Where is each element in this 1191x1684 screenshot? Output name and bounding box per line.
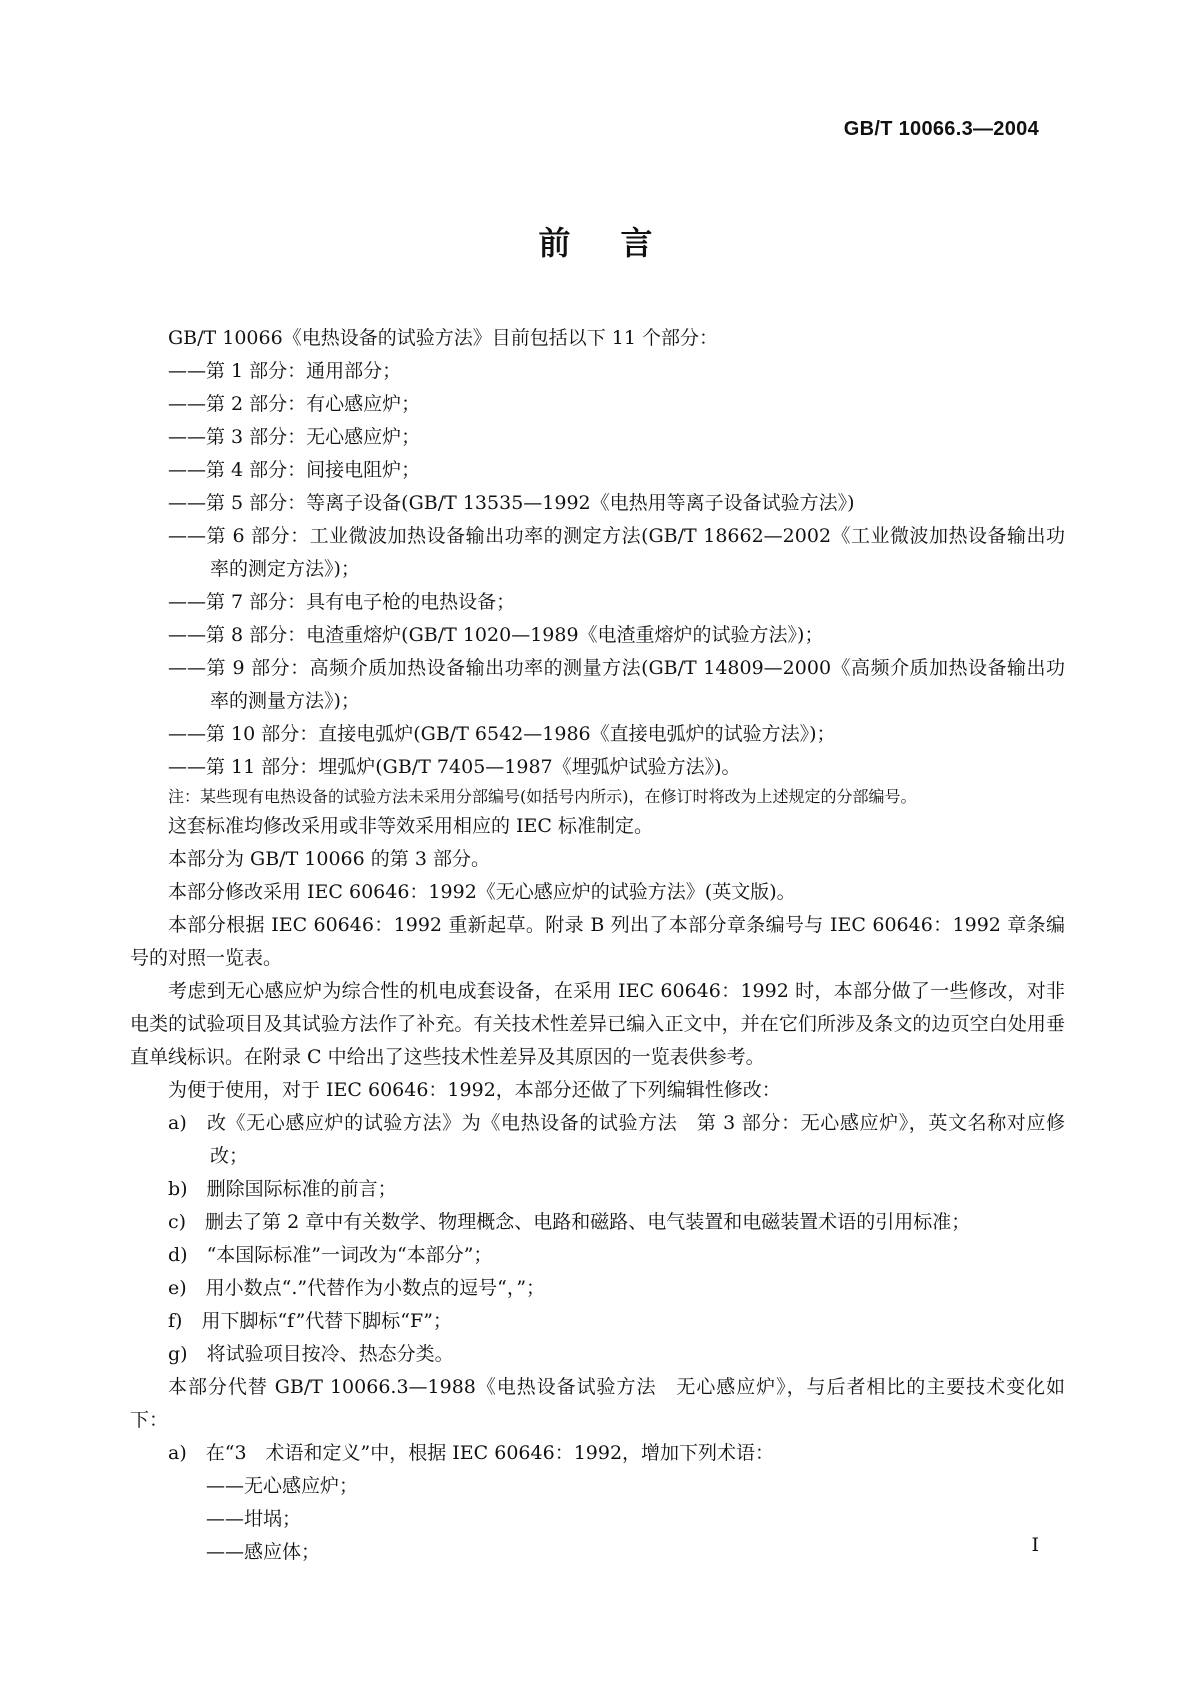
edit-item: d) “本国际标准”一词改为“本部分”； xyxy=(168,1244,493,1266)
part-item: ——第 2 部分：有心感应炉； xyxy=(168,393,421,415)
part-item: ——第 11 部分：埋弧炉(GB/T 7405—1987《埋弧炉试验方法》)。 xyxy=(168,756,741,778)
edit-item: f) 用下脚标“f”代替下脚标“F”； xyxy=(168,1310,452,1332)
note: 注：某些现有电热设备的试验方法未采用分部编号(如括号内所示)，在修订时将改为上述规定的分部编号。 xyxy=(168,787,917,806)
edit-item: e) 用小数点“.”代替作为小数点的逗号“，”； xyxy=(168,1277,546,1299)
part-item: ——第 7 部分：具有电子枪的电热设备； xyxy=(168,591,516,613)
change-item: a) 在“3 术语和定义”中，根据 IEC 60646：1992，增加下列术语： xyxy=(168,1442,775,1464)
body-paragraph: 本部分修改采用 IEC 60646：1992《无心感应炉的试验方法》(英文版)。 xyxy=(168,881,796,903)
body-paragraph: 这套标准均修改采用或非等效采用相应的 IEC 标准制定。 xyxy=(168,815,653,837)
part-item: ——第 6 部分：工业微波加热设备输出功率的测定方法(GB/T 18662—2002《工业微波加热设备输出功率的测定方法》)； xyxy=(168,525,1065,580)
edit-item: g) 将试验项目按冷、热态分类。 xyxy=(168,1343,454,1365)
replace-paragraph: 本部分代替 GB/T 10066.3—1988《电热设备试验方法 无心感应炉》，与后者相比的主要技术变化如下： xyxy=(130,1376,1065,1431)
body-paragraph: 考虑到无心感应炉为综合性的机电成套设备，在采用 IEC 60646：1992 时，本部分做了一些修改，对非电类的试验项目及其试验方法作了补充。有关技术性差异已编入正文中，并在它们所涉及条文的边页空白处用垂直单线标识。在附录 C 中给出了这些技术性差异及其原因的一览表供参考。 xyxy=(130,980,1065,1068)
part-item: ——第 1 部分：通用部分； xyxy=(168,360,402,382)
page-number: I xyxy=(1031,1534,1039,1556)
page-title: 前言 xyxy=(538,224,703,262)
part-item: ——第 5 部分：等离子设备(GB/T 13535—1992《电热用等离子设备试验方法》) xyxy=(168,492,855,514)
document-body xyxy=(130,322,1065,1569)
body-paragraph: 本部分根据 IEC 60646：1992 重新起草。附录 B 列出了本部分章条编号与 IEC 60646：1992 章条编号的对照一览表。 xyxy=(130,914,1065,969)
part-item: ——第 9 部分：高频介质加热设备输出功率的测量方法(GB/T 14809—2000《高频介质加热设备输出功率的测量方法》)； xyxy=(168,657,1065,712)
part-item: ——第 4 部分：间接电阻炉； xyxy=(168,459,421,481)
part-item: ——第 8 部分：电渣重熔炉(GB/T 1020—1989《电渣重熔炉的试验方法》)； xyxy=(168,624,824,646)
standard-code: GB/T 10066.3—2004 xyxy=(843,118,1039,140)
edit-item: c) 删去了第 2 章中有关数学、物理概念、电路和磁路、电气装置和电磁装置术语的引用标准； xyxy=(168,1211,971,1233)
intro-paragraph: GB/T 10066《电热设备的试验方法》目前包括以下 11 个部分： xyxy=(168,327,718,349)
term-item: ——坩埚； xyxy=(206,1508,302,1530)
term-item: ——无心感应炉； xyxy=(206,1475,359,1497)
part-item: ——第 3 部分：无心感应炉； xyxy=(168,426,421,448)
edit-item: a) 改《无心感应炉的试验方法》为《电热设备的试验方法 第 3 部分：无心感应炉》，英文名称对应修改； xyxy=(168,1112,1065,1167)
edit-item: b) 删除国际标准的前言； xyxy=(168,1178,397,1200)
body-paragraph: 本部分为 GB/T 10066 的第 3 部分。 xyxy=(168,848,490,870)
part-item: ——第 10 部分：直接电弧炉(GB/T 6542—1986《直接电弧炉的试验方法》)； xyxy=(168,723,836,745)
body-paragraph: 为便于使用，对于 IEC 60646：1992，本部分还做了下列编辑性修改： xyxy=(168,1079,781,1101)
term-item: ——感应体； xyxy=(206,1541,321,1563)
